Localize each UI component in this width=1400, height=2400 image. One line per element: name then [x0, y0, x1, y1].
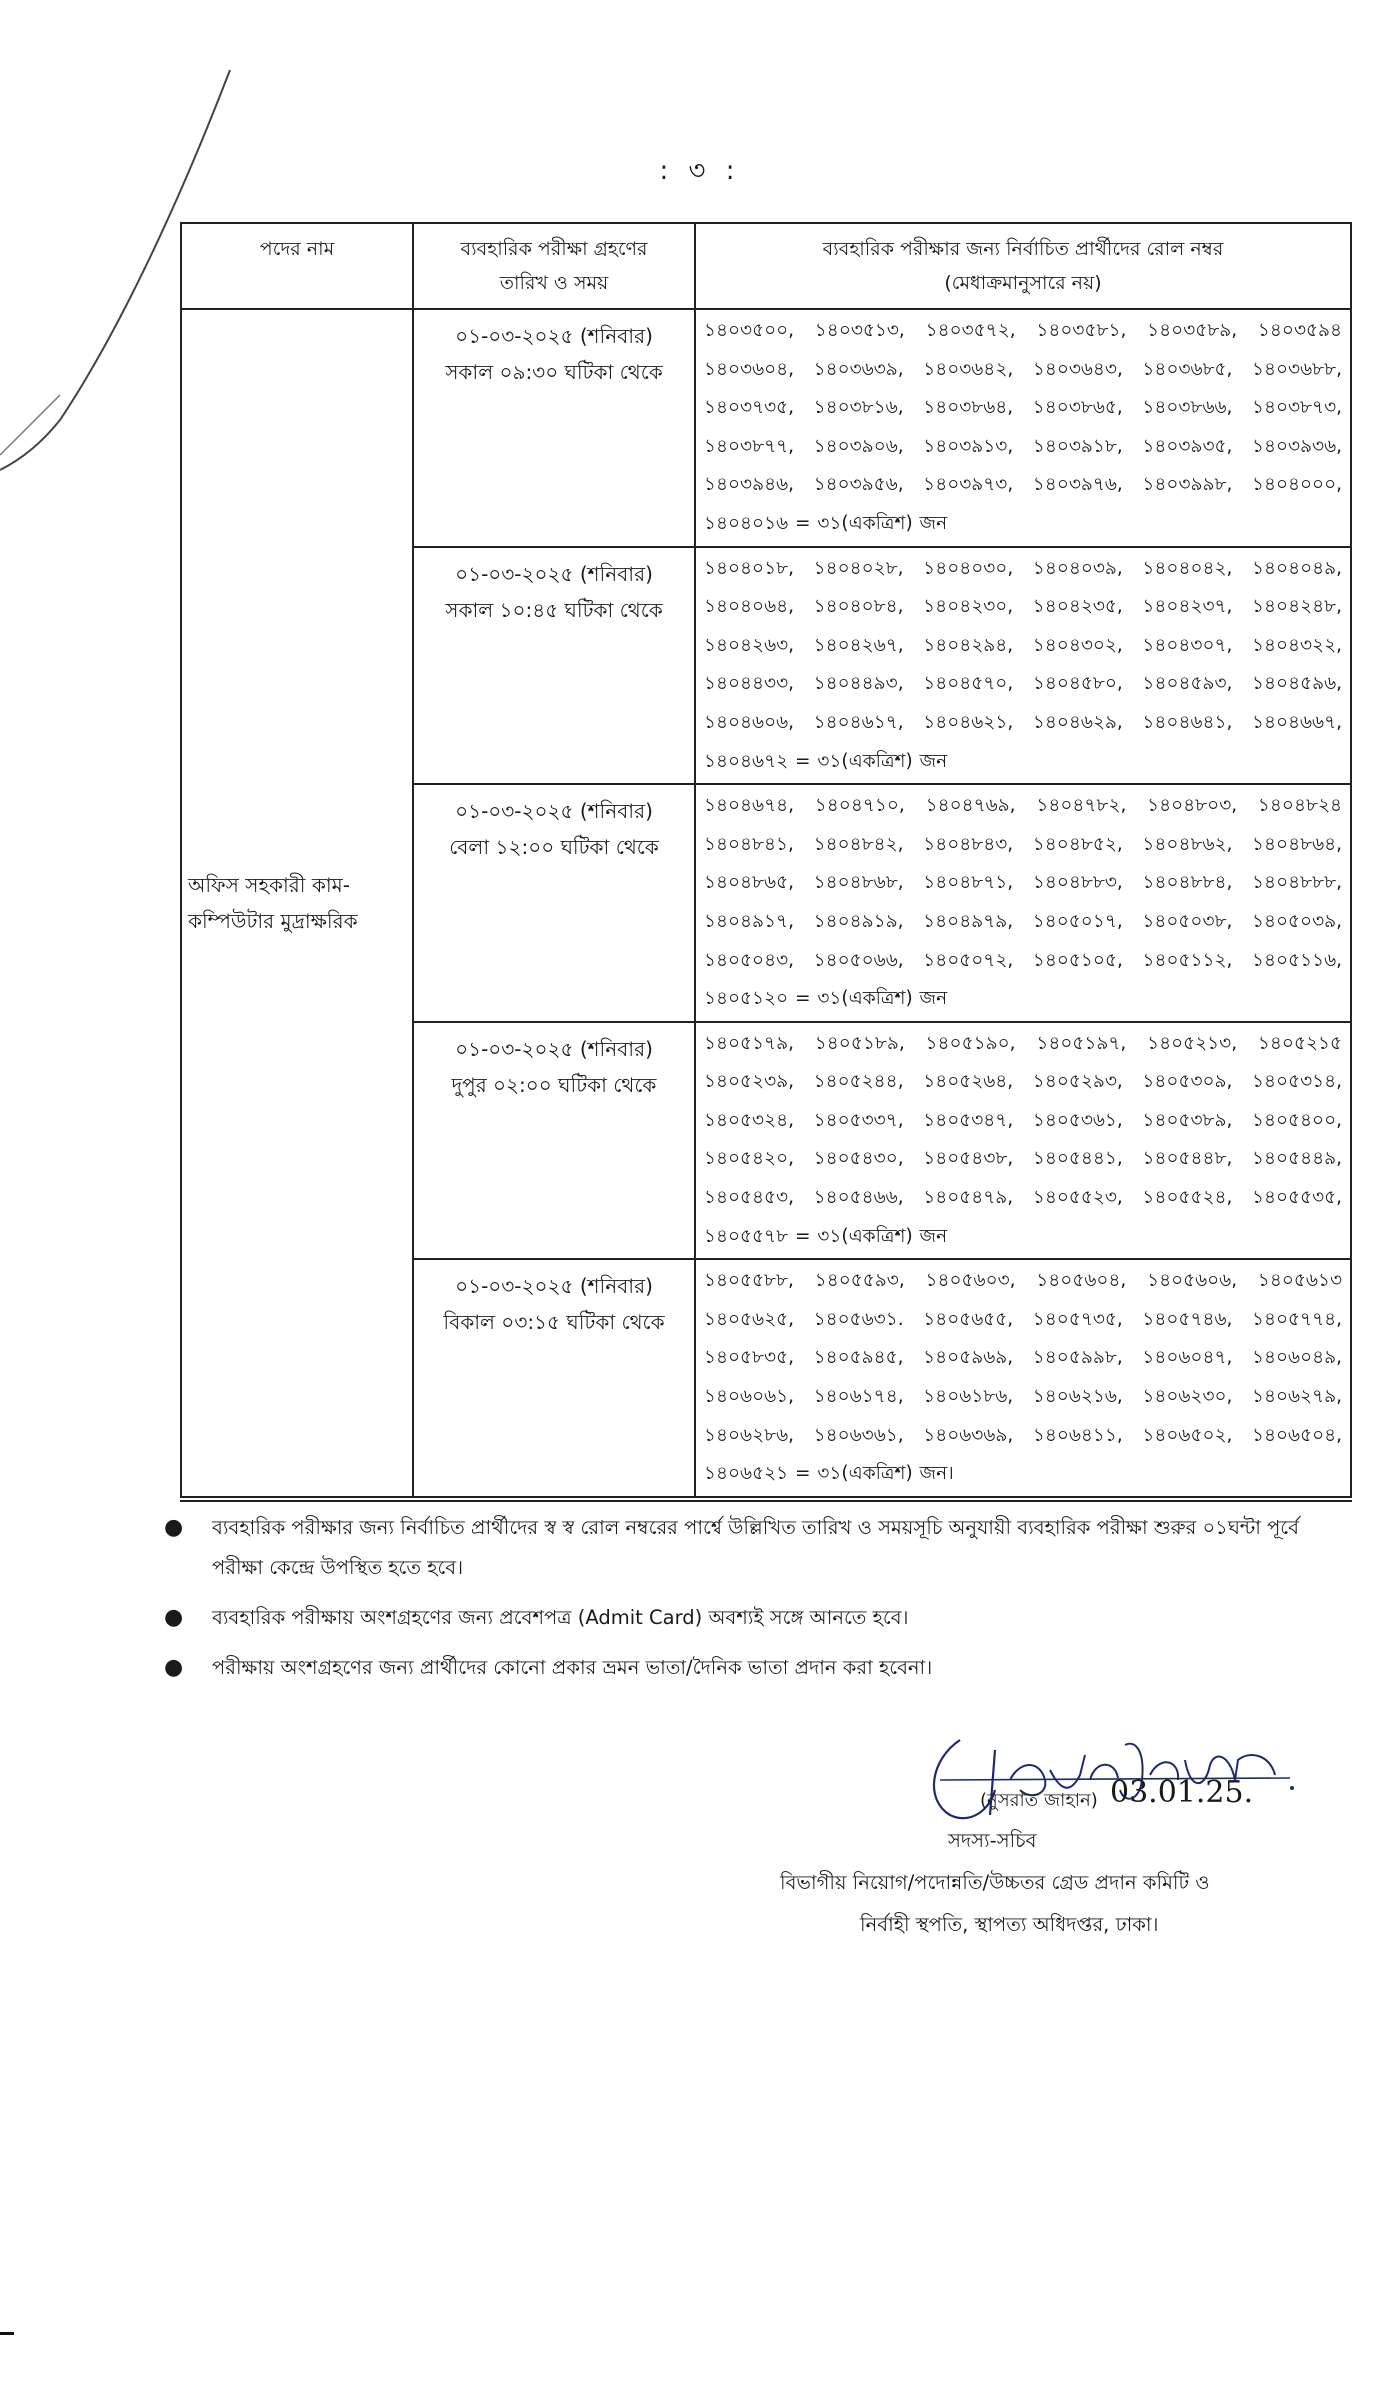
exam-date: ০১-০৩-২০২৫ (শনিবার) [455, 1036, 653, 1061]
signatory-block [780, 1775, 1340, 1946]
signatory-name: (নুসরাত জাহান) [980, 1790, 1098, 1811]
exam-date: ০১-০৩-২০২৫ (শনিবার) [455, 324, 653, 348]
list-item [150, 1508, 1350, 1588]
roll-numbers-cell: ১৪০৪৬৭৪, ১৪০৪৭১০, ১৪০৪৭৬৯, ১৪০৪৭৮২, ১৪০৪৮০৩, ১৪০৪৮২৪ ১৪০৪৮৪১, ১৪০৪৮৪২, ১৪০৪৮৪৩, ১৪০৪৮৫২, ১৪০৪৮৬২, ১৪০৪৮৬৪, ১৪০৪৮৬৫, ১৪০৪৮৬৮, ১৪০৪৮৭১, ১৪০৪৮৮৩, ১৪০৪৮৮৪, ১৪০৪৮৮৮, ১৪০৪৯১৭, ১৪০৪৯১৯, ১৪০৪৯৭৯, ১৪০৫০১৭, ১৪০৫০৩৮, ১৪০৫০৩৯, ১৪০৫০৪৩, ১৪০৫০৬৬, ১৪০৫০৭২, ১৪০৫১০৫, ১৪০৫১১২, ১৪০৫১১৬, ১৪০৫১২০ = ৩১(একত্রিশ) জন [695, 784, 1351, 1022]
exam-time: বেলা ১২:০০ ঘটিকা থেকে [449, 835, 659, 860]
table-header-row [181, 223, 1351, 309]
roll-numbers-cell: ১৪০৫১৭৯, ১৪০৫১৮৯, ১৪০৫১৯০, ১৪০৫১৯৭, ১৪০৫২১৩, ১৪০৫২১৫ ১৪০৫২৩৯, ১৪০৫২৪৪, ১৪০৫২৬৪, ১৪০৫২৯৩, ১৪০৫৩০৯, ১৪০৫৩১৪, ১৪০৫৩২৪, ১৪০৫৩৩৭, ১৪০৫৩৪৭, ১৪০৫৩৬১, ১৪০৫৩৮৯, ১৪০৫৪০০, ১৪০৫৪২০, ১৪০৫৪৩০, ১৪০৫৪৩৮, ১৪০৫৪৪১, ১৪০৫৪৪৮, ১৪০৫৪৪৯, ১৪০৫৪৫৩, ১৪০৫৪৬৬, ১৪০৫৪৭৯, ১৪০৫৫২৩, ১৪০৫৫২৪, ১৪০৫৫৩৫, ১৪০৫৫৭৮ = ৩১(একত্রিশ) জন [695, 1022, 1351, 1260]
practical-exam-roll-table [180, 222, 1352, 1502]
note-text: ব্যবহারিক পরীক্ষায় অংশগ্রহণের জন্য প্রবেশপত্র (Admit Card) অবশ্যই সঙ্গে আনতে হবে। [212, 1606, 909, 1629]
list-item [150, 1648, 1350, 1688]
roll-numbers-cell: ১৪০৩৫০০, ১৪০৩৫১৩, ১৪০৩৫৭২, ১৪০৩৫৮১, ১৪০৩৫৮৯, ১৪০৩৫৯৪ ১৪০৩৬০৪, ১৪০৩৬৩৯, ১৪০৩৬৪২, ১৪০৩৬৪৩, ১৪০৩৬৮৫, ১৪০৩৬৮৮, ১৪০৩৭৩৫, ১৪০৩৮১৬, ১৪০৩৮৬৪, ১৪০৩৮৬৫, ১৪০৩৮৬৬, ১৪০৩৮৭৩, ১৪০৩৮৭৭, ১৪০৩৯০৬, ১৪০৩৯১৩, ১৪০৩৯১৮, ১৪০৩৯৩৫, ১৪০৩৯৩৬, ১৪০৩৯৪৬, ১৪০৩৯৫৬, ১৪০৩৯৭৩, ১৪০৩৯৭৬, ১৪০৩৯৯৮, ১৪০৪০০০, ১৪০৪০১৬ = ৩১(একত্রিশ) জন [695, 309, 1351, 547]
header-post-name: পদের নাম [181, 223, 413, 309]
bullet-icon: ● [164, 1605, 184, 1630]
exam-date: ০১-০৩-২০২৫ (শনিবার) [455, 1274, 653, 1299]
schedule-cell [413, 784, 695, 1022]
exam-time: সকাল ১০:৪৫ ঘটিকা থেকে [445, 597, 663, 622]
header-exam-datetime: ব্যবহারিক পরীক্ষা গ্রহণের তারিখ ও সময় [413, 223, 695, 309]
exam-time: দুপুর ০২:০০ ঘটিকা থেকে [451, 1072, 657, 1097]
exam-date: ০১-০৩-২০২৫ (শনিবার) [455, 561, 653, 586]
bullet-icon: ● [164, 1515, 184, 1540]
note-text: পরীক্ষায় অংশগ্রহণের জন্য প্রার্থীদের কোনো প্রকার ভ্রমন ভাতা/দৈনিক ভাতা প্রদান করা হবেনা। [212, 1656, 933, 1679]
signature-date: 03.01.25. [1110, 1775, 1254, 1810]
header-roll-numbers: ব্যবহারিক পরীক্ষার জন্য নির্বাচিত প্রার্থীদের রোল নম্বর (মেধাক্রমানুসারে নয়) [695, 223, 1351, 309]
list-item [150, 1598, 1350, 1638]
note-text: ব্যবহারিক পরীক্ষার জন্য নির্বাচিত প্রার্থীদের স্ব স্ব রোল নম্বরের পার্শ্বে উল্লিখিত তারিখ ও সময়সূচি অনুযায়ী ব্যবহারিক পরীক্ষা শুরুর ০১ঘন্টা পূর্বে পরীক্ষা কেন্দ্রে উপস্থিত হতে হবে। [212, 1516, 1299, 1579]
scan-corner-mark [0, 2332, 14, 2335]
instructions-list [150, 1508, 1350, 1698]
bullet-icon: ● [164, 1655, 184, 1680]
roll-numbers-cell: ১৪০৪০১৮, ১৪০৪০২৮, ১৪০৪০৩০, ১৪০৪০৩৯, ১৪০৪০৪২, ১৪০৪০৪৯, ১৪০৪০৬৪, ১৪০৪০৮৪, ১৪০৪২৩০, ১৪০৪২৩৫, ১৪০৪২৩৭, ১৪০৪২৪৮, ১৪০৪২৬৩, ১৪০৪২৬৭, ১৪০৪২৯৪, ১৪০৪৩০২, ১৪০৪৩০৭, ১৪০৪৩২২, ১৪০৪৪৩৩, ১৪০৪৪৯৩, ১৪০৪৫৭০, ১৪০৪৫৮০, ১৪০৪৫৯৩, ১৪০৪৫৯৬, ১৪০৪৬০৬, ১৪০৪৬১৭, ১৪০৪৬২১, ১৪০৪৬২৯, ১৪০৪৬৪১, ১৪০৪৬৬৭, ১৪০৪৬৭২ = ৩১(একত্রিশ) জন [695, 547, 1351, 785]
schedule-cell [413, 1259, 695, 1499]
table-row [181, 309, 1351, 547]
schedule-cell [413, 1022, 695, 1260]
signatory-office: নির্বাহী স্থপতি, স্থাপত্য অধিদপ্তর, ঢাকা। [860, 1913, 1159, 1936]
signatory-committee: বিভাগীয় নিয়োগ/পদোন্নতি/উচ্চতর গ্রেড প্রদান কমিটি ও [780, 1871, 1210, 1894]
post-name-cell: অফিস সহকারী কাম-কম্পিউটার মুদ্রাক্ষরিক [181, 309, 413, 1499]
exam-time: বিকাল ০৩:১৫ ঘটিকা থেকে [443, 1310, 665, 1335]
schedule-cell [413, 547, 695, 785]
page-number: : ৩ : [659, 156, 741, 186]
schedule-cell [413, 309, 695, 547]
roll-numbers-cell: ১৪০৫৫৮৮, ১৪০৫৫৯৩, ১৪০৫৬০৩, ১৪০৫৬০৪, ১৪০৫৬০৬, ১৪০৫৬১৩ ১৪০৫৬২৫, ১৪০৫৬৩১. ১৪০৫৬৫৫, ১৪০৫৭৩৫, ১৪০৫৭৪৬, ১৪০৫৭৭৪, ১৪০৫৮৩৫, ১৪০৫৯৪৫, ১৪০৫৯৬৯, ১৪০৫৯৯৮, ১৪০৬০৪৭, ১৪০৬০৪৯, ১৪০৬০৬১, ১৪০৬১৭৪, ১৪০৬১৮৬, ১৪০৬২১৬, ১৪০৬২৩০, ১৪০৬২৭৯, ১৪০৬২৮৬, ১৪০৬৩৬১, ১৪০৬৩৬৯, ১৪০৬৪১১, ১৪০৬৫০২, ১৪০৬৫০৪, ১৪০৬৫২১ = ৩১(একত্রিশ) জন। [695, 1259, 1351, 1499]
exam-date: ০১-০৩-২০২৫ (শনিবার) [455, 799, 653, 824]
signatory-designation: সদস্য-সচিব [948, 1829, 1037, 1852]
exam-time: সকাল ০৯:৩০ ঘটিকা থেকে [445, 360, 663, 384]
